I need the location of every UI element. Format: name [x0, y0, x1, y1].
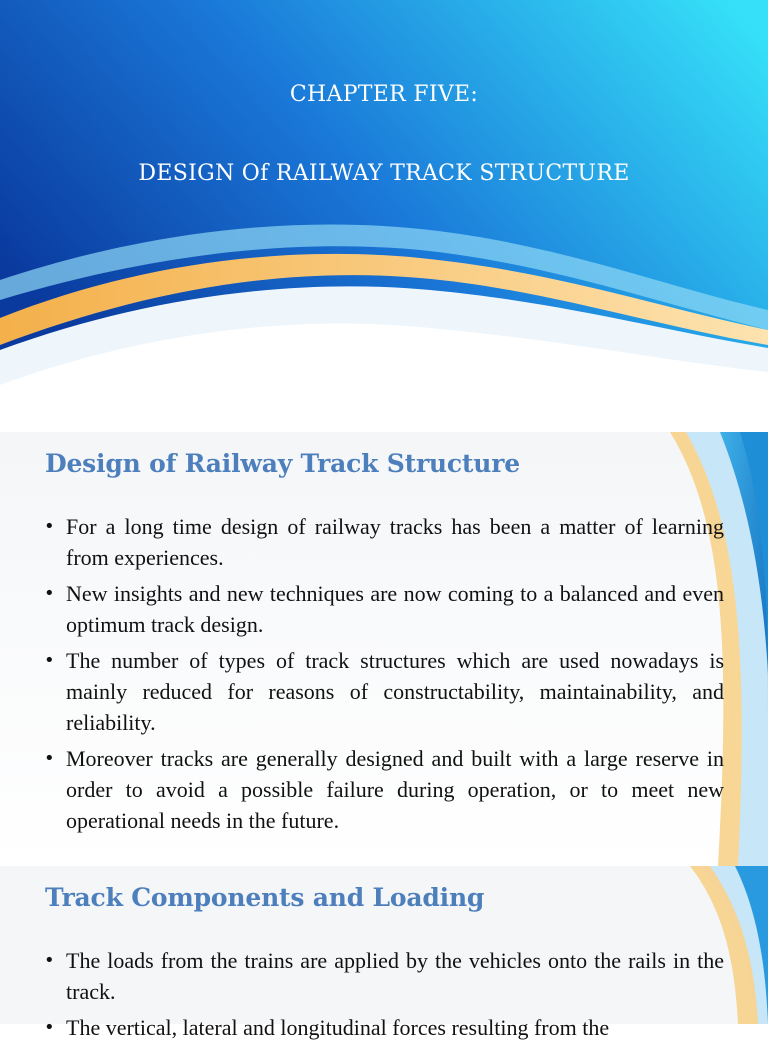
- list-item: • The vertical, lateral and longitudinal forces resulting from the: [44, 1012, 724, 1043]
- list-item: • New insights and new techniques are now coming to a balanced and even optimum track design.: [44, 578, 724, 640]
- title-slide: [0, 0, 768, 432]
- bullet-icon: •: [44, 583, 55, 604]
- list-item: • The number of types of track structures which are used nowadays is mainly reduced for reasons of constructability, maintainability, and reliability.: [44, 645, 724, 738]
- bullet-icon: •: [44, 516, 55, 537]
- bullet-icon: •: [44, 748, 55, 769]
- list-item: • Moreover tracks are generally designed and built with a large reserve in order to avoid a possible failure during operation, or to meet new operational needs in the future.: [44, 743, 724, 836]
- slide-heading: Design of Railway Track Structure: [45, 449, 520, 478]
- chapter-subtitle: DESIGN Of RAILWAY TRACK STRUCTURE: [138, 161, 630, 186]
- title-block: [0, 0, 768, 432]
- bullet-list: [44, 945, 724, 1048]
- chapter-title: CHAPTER FIVE:: [289, 82, 479, 107]
- list-item: • The loads from the trains are applied by the vehicles onto the rails in the track.: [44, 945, 724, 1007]
- bullet-icon: •: [44, 1017, 55, 1038]
- content-slide-loading: [0, 866, 768, 1040]
- bullet-icon: •: [44, 650, 55, 671]
- content-slide-design: [0, 432, 768, 866]
- list-item: • For a long time design of railway tracks has been a matter of learning from experiences.: [44, 511, 724, 573]
- bullet-icon: •: [44, 950, 55, 971]
- slide-heading: Track Components and Loading: [45, 883, 485, 912]
- bullet-list: [44, 511, 724, 841]
